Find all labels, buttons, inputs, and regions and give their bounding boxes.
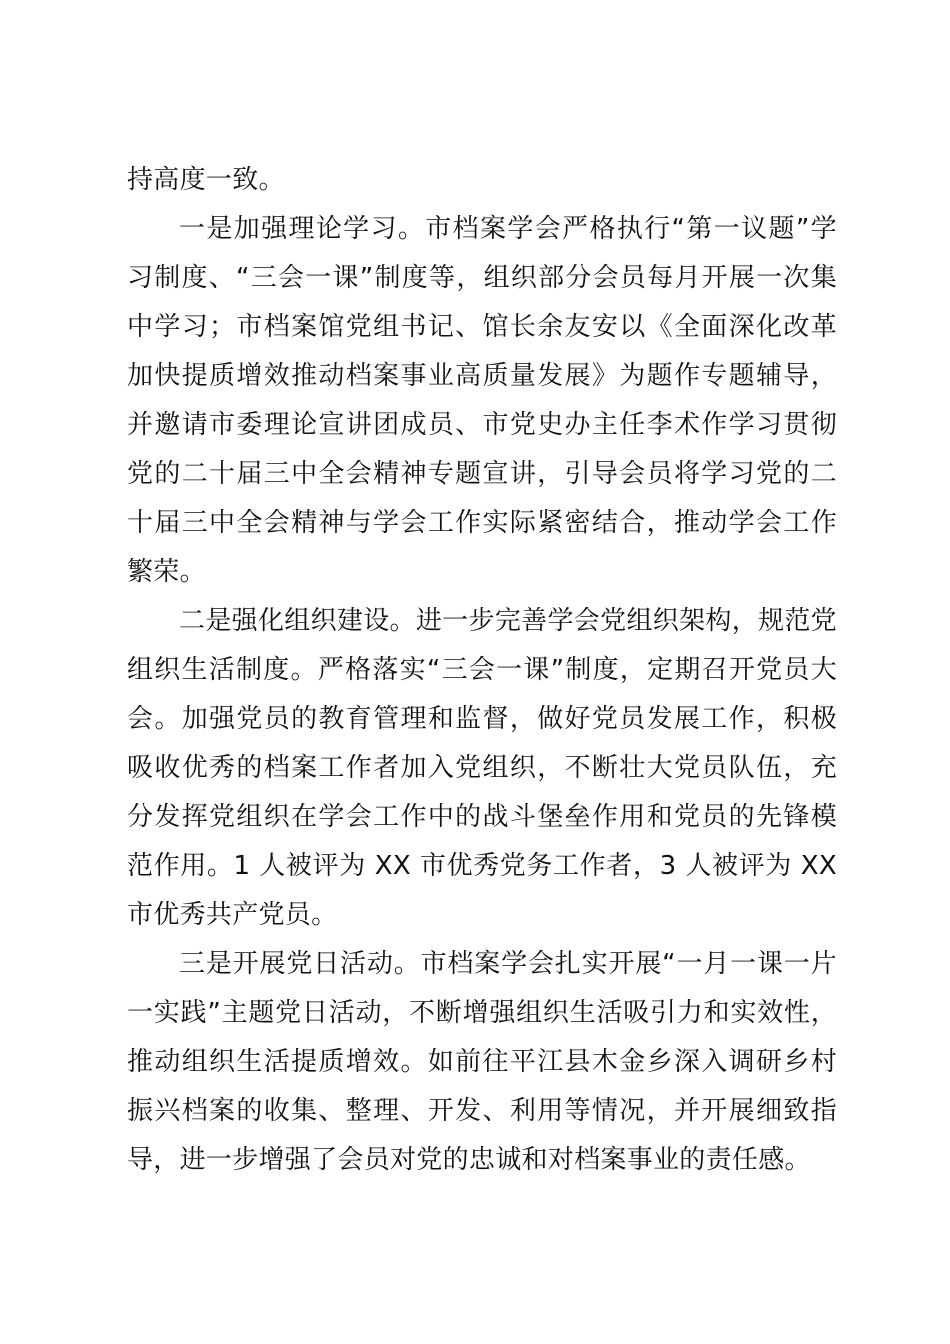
paragraph-party-day: 三是开展党日活动。市档案学会扎实开展“一月一课一片一实践”主题党日活动，不断增强组织生活吸引力和实效性，推动组织生活提质增效。如前往平江县木金乡深入调研乡村振兴档案的收集、整理、开发、利用等情况，并开展细致指导，进一步增强了会员对党的忠诚和对档案事业的责任感。 [127,949,837,1175]
paragraph-theory-study: 一是加强理论学习。市档案学会严格执行“第一议题”学习制度、“三会一课”制度等，组织部分会员每月开展一次集中学习；市档案馆党组书记、馆长余友安以《全面深化改革加快提质增效推动档案事业高质量发展》为题作专题辅导，并邀请市委理论宣讲团成员、市党史办主任李术作学习贯彻党的二十届三中全会精神专题宣讲，引导会员将学习党的二十届三中全会精神与学会工作实际紧密结合，推动学会工作繁荣。 [127,214,837,587]
document-page [127,156,837,1185]
paragraph-organization-building: 二是强化组织建设。进一步完善学会党组织架构，规范党组织生活制度。严格落实“三会一课”制度，定期召开党员大会。加强党员的教育管理和监督，做好党员发展工作，积极吸收优秀的档案工作者加入党组织，不断壮大党员队伍，充分发挥党组织在学会工作中的战斗堡垒作用和党员的先锋模范作用。1 人被评为 XX 市优秀党务工作者，3 人被评为 XX 市优秀共产党员。 [127,606,837,930]
paragraph-continuation: 持高度一致。 [127,165,285,195]
